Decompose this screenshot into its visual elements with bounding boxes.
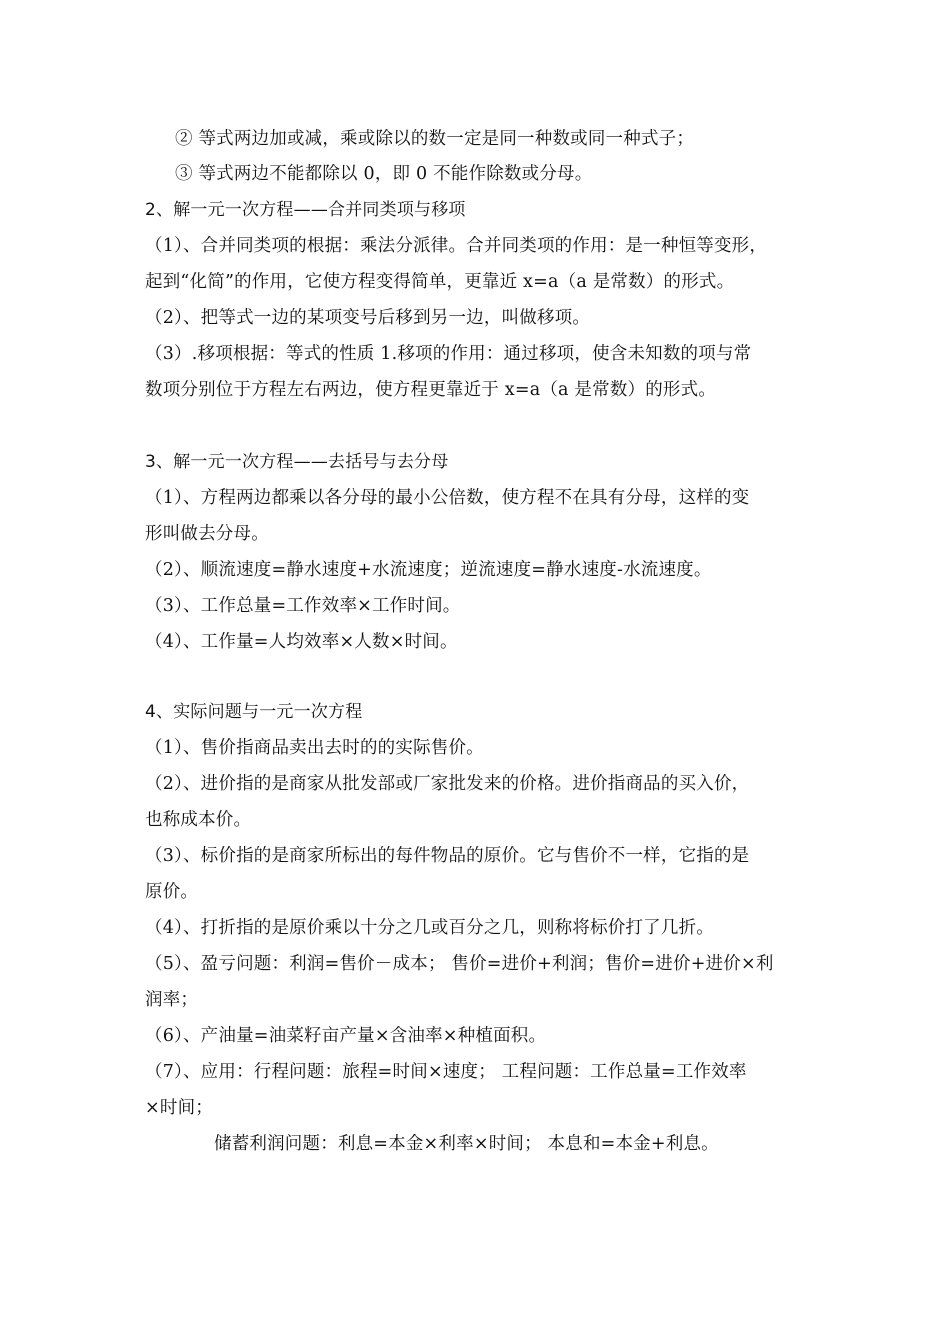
section-4-paragraph-4: （4）、打折指的是原价乘以十分之几或百分之几，则称将标价打了几折。: [145, 918, 714, 938]
section-2-paragraph-3-line-2: 数项分别位于方程左右两边，使方程更靠近于 x=a（a 是常数）的形式。: [145, 380, 717, 400]
section-4-paragraph-7-line-2: ×时间；: [145, 1098, 213, 1118]
section-4-paragraph-3-line-2: 原价。: [145, 882, 199, 902]
section-4-heading: 4、实际问题与一元一次方程: [145, 702, 363, 722]
section-4-paragraph-5-line-1: （5）、盈亏问题：利润=售价－成本； 售价=进价+利润；售价=进价+进价×利: [145, 954, 774, 974]
section-4-paragraph-3-line-1: （3）、标价指的是商家所标出的每件物品的原价。它与售价不一样，它指的是: [145, 846, 750, 866]
section-2-paragraph-3-line-1: （3）.移项根据：等式的性质 1.移项的作用：通过移项，使含未知数的项与常: [145, 344, 752, 364]
section-4-paragraph-7-line-3: 储蓄利润问题：利息=本金×利率×时间； 本息和=本金+利息。: [214, 1134, 719, 1154]
section-3-paragraph-1-line-2: 形叫做去分母。: [145, 524, 269, 544]
section-2-paragraph-1-line-1: （1）、合并同类项的根据：乘法分派律。合并同类项的作用：是一种恒等变形，: [145, 236, 768, 256]
section-2-paragraph-2: （2）、把等式一边的某项变号后移到另一边，叫做移项。: [145, 308, 591, 328]
section-4-paragraph-7-line-1: （7）、应用：行程问题：旅程=时间×速度； 工程问题：工作总量=工作效率: [145, 1062, 747, 1082]
section-4-paragraph-1: （1）、售价指商品卖出去时的的实际售价。: [145, 738, 484, 758]
section-4-paragraph-2-line-2: 也称成本价。: [145, 810, 252, 830]
section-2-heading: 2、解一元一次方程——合并同类项与移项: [145, 200, 466, 220]
section-3-paragraph-2: （2）、顺流速度=静水速度+水流速度；逆流速度=静水速度-水流速度。: [145, 560, 712, 580]
section-4-paragraph-2-line-1: （2）、进价指的是商家从批发部或厂家批发来的价格。进价指商品的买入价，: [145, 774, 750, 794]
section-4-paragraph-5-line-2: 润率；: [145, 990, 199, 1010]
equation-rule-3: ③ 等式两边不能都除以 0，即 0 不能作除数或分母。: [175, 164, 593, 184]
section-3-paragraph-4: （4）、工作量=人均效率×人数×时间。: [145, 632, 458, 652]
equation-rule-2: ② 等式两边加或减，乘或除以的数一定是同一种数或同一种式子；: [175, 129, 695, 149]
section-3-heading: 3、解一元一次方程——去括号与去分母: [145, 452, 449, 472]
section-2-paragraph-1-line-2: 起到“化简”的作用，它使方程变得简单，更靠近 x=a（a 是常数）的形式。: [145, 272, 735, 292]
section-3-paragraph-3: （3）、工作总量=工作效率×工作时间。: [145, 596, 461, 616]
section-3-paragraph-1-line-1: （1）、方程两边都乘以各分母的最小公倍数，使方程不在具有分母，这样的变: [145, 488, 750, 508]
section-4-paragraph-6: （6）、产油量=油菜籽亩产量×含油率×种植面积。: [145, 1026, 547, 1046]
